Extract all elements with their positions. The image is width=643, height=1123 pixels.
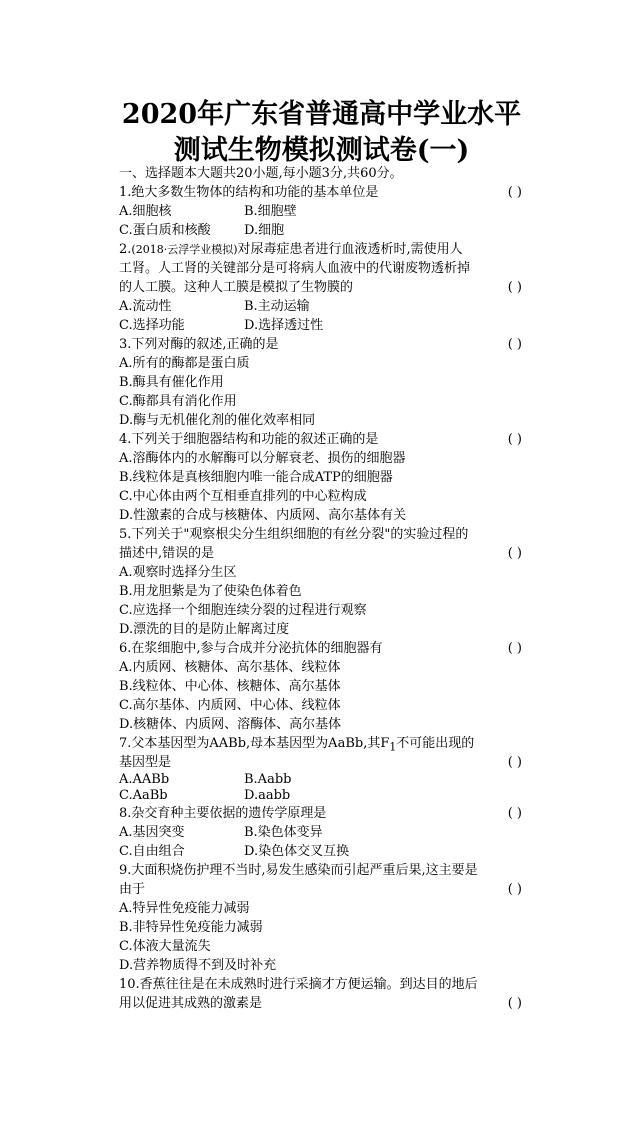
option-c: C.中心体由两个互相垂直排列的中心粒构成 xyxy=(119,489,367,504)
question-9-stem-line-2 xyxy=(119,880,524,899)
title-line-2: 测试生物模拟测试卷(一) xyxy=(173,135,470,166)
question-2-options-row-1 xyxy=(119,297,524,316)
answer-bracket: ( ) xyxy=(507,185,522,200)
option-d: D.aabb xyxy=(244,788,291,803)
question-7-stem-line-2 xyxy=(119,753,524,772)
question-2-number: 2. xyxy=(119,242,132,257)
question-2-options-row-2 xyxy=(119,316,524,335)
question-5-text-2: 描述中,错误的是 xyxy=(119,546,215,561)
question-2-text-3: 的人工膜。这种人工膜是模拟了生物膜的 xyxy=(119,280,354,295)
question-1-options-row-1 xyxy=(119,202,524,221)
option-a: A.内质网、核糖体、高尔基体、线粒体 xyxy=(119,660,341,675)
question-1-text: 1.绝大多数生物体的结构和功能的基本单位是 xyxy=(119,185,379,200)
title-line-1: 2020年广东省普通高中学业水平 xyxy=(121,99,522,130)
answer-bracket: ( ) xyxy=(507,337,522,352)
answer-bracket: ( ) xyxy=(507,546,522,561)
question-7-text-1: 7.父本基因型为AABb,母本基因型为AaBb,其F xyxy=(119,736,390,751)
option-a: A.观察时选择分生区 xyxy=(119,565,237,580)
question-8-stem xyxy=(119,804,524,823)
option-a: A.所有的酶都是蛋白质 xyxy=(119,356,250,371)
question-9-stem-line-1: 9.大面积烧伤护理不当时,易发生感染而引起严重后果,这主要是 xyxy=(119,863,478,878)
question-10-text-2: 用以促进其成熟的激素是 xyxy=(119,996,263,1011)
option-a: A.AABb xyxy=(119,772,170,787)
question-6-text: 6.在浆细胞中,参与合成并分泌抗体的细胞器有 xyxy=(119,641,383,656)
option-b: B.细胞壁 xyxy=(244,204,297,219)
option-b: B.线粒体是真核细胞内唯一能合成ATP的细胞器 xyxy=(119,470,393,485)
question-2-stem-line-2: 工肾。人工肾的关键部分是可将病人血液中的代谢废物透析掉 xyxy=(119,261,471,276)
option-c: C.体液大量流失 xyxy=(119,939,211,954)
answer-bracket: ( ) xyxy=(507,755,522,770)
option-c: C.应选择一个细胞连续分裂的过程进行观察 xyxy=(119,603,367,618)
answer-bracket: ( ) xyxy=(507,882,522,897)
question-1-options-row-2 xyxy=(119,221,524,240)
option-b: B.酶具有催化作用 xyxy=(119,375,224,390)
question-5-stem-line-1: 5.下列关于"观察根尖分生组织细胞的有丝分裂"的实验过程的 xyxy=(119,527,469,542)
question-5-stem-line-2 xyxy=(119,544,524,563)
question-8-text: 8.杂交育种主要依据的遗传学原理是 xyxy=(119,806,327,821)
question-7-stem-line-1 xyxy=(119,734,524,753)
question-7-subscript: 1 xyxy=(389,740,397,754)
question-4-text: 4.下列关于细胞器结构和功能的叙述正确的是 xyxy=(119,432,379,447)
question-2-text-1: 对尿毒症患者进行血液透析时,需使用人 xyxy=(237,242,463,257)
option-c: C.自由组合 xyxy=(119,844,185,859)
question-4-stem xyxy=(119,430,524,449)
question-7-options-row-1 xyxy=(119,772,524,788)
option-c: C.高尔基体、内质网、中心体、线粒体 xyxy=(119,698,341,713)
option-d: D.性激素的合成与核糖体、内质网、高尔基体有关 xyxy=(119,508,407,523)
option-d: D.染色体交叉互换 xyxy=(244,844,350,859)
section-header: 一、选择题本大题共20小题,每小题3分,共60分。 xyxy=(119,166,403,181)
question-3-stem xyxy=(119,335,524,354)
question-2-stem-line-1 xyxy=(119,240,524,259)
question-2-stem-line-3 xyxy=(119,278,524,297)
option-b: B.线粒体、中心体、核糖体、高尔基体 xyxy=(119,679,341,694)
option-c: C.酶都具有消化作用 xyxy=(119,394,237,409)
question-7-text-2: 基因型是 xyxy=(119,755,172,770)
option-b: B.Aabb xyxy=(244,772,292,787)
option-a: A.基因突变 xyxy=(119,825,185,840)
option-b: B.用龙胆紫是为了使染色体着色 xyxy=(119,584,302,599)
question-list xyxy=(119,164,524,1013)
answer-bracket: ( ) xyxy=(507,806,522,821)
option-d: D.酶与无机催化剂的催化效率相同 xyxy=(119,413,316,428)
question-10-stem-line-2 xyxy=(119,994,524,1013)
answer-bracket: ( ) xyxy=(507,641,522,656)
option-d: D.营养物质得不到及时补充 xyxy=(119,958,277,973)
question-6-stem xyxy=(119,639,524,658)
question-2-source: (2018·云浮学业模拟) xyxy=(131,243,238,256)
question-1-stem xyxy=(119,183,524,202)
question-10-stem-line-1: 10.香蕉往往是在未成熟时进行采摘才方便运输。到达目的地后 xyxy=(119,977,478,992)
option-c: C.蛋白质和核酸 xyxy=(119,223,211,238)
option-c: C.选择功能 xyxy=(119,318,185,333)
option-b: B.染色体变异 xyxy=(244,825,323,840)
option-b: B.非特异性免疫能力减弱 xyxy=(119,920,263,935)
option-d: D.核糖体、内质网、溶酶体、高尔基体 xyxy=(119,717,342,732)
option-d: D.漂洗的目的是防止解离过度 xyxy=(119,622,290,637)
answer-bracket: ( ) xyxy=(507,996,522,1011)
question-8-options-row-2 xyxy=(119,842,524,861)
option-d: D.细胞 xyxy=(244,223,285,238)
option-d: D.选择透过性 xyxy=(244,318,324,333)
option-a: A.流动性 xyxy=(119,299,172,314)
answer-bracket: ( ) xyxy=(507,432,522,447)
question-7-options-row-2 xyxy=(119,788,524,804)
question-8-options-row-1 xyxy=(119,823,524,842)
option-a: A.溶酶体内的水解酶可以分解衰老、损伤的细胞器 xyxy=(119,451,406,466)
question-9-text-2: 由于 xyxy=(119,882,146,897)
option-a: A.细胞核 xyxy=(119,204,172,219)
option-c: C.AaBb xyxy=(119,788,168,803)
question-3-text: 3.下列对酶的叙述,正确的是 xyxy=(119,337,279,352)
option-b: B.主动运输 xyxy=(244,299,310,314)
question-7-text-1b: 不可能出现的 xyxy=(396,736,475,751)
option-a: A.特异性免疫能力减弱 xyxy=(119,901,250,916)
answer-bracket: ( ) xyxy=(507,280,522,295)
